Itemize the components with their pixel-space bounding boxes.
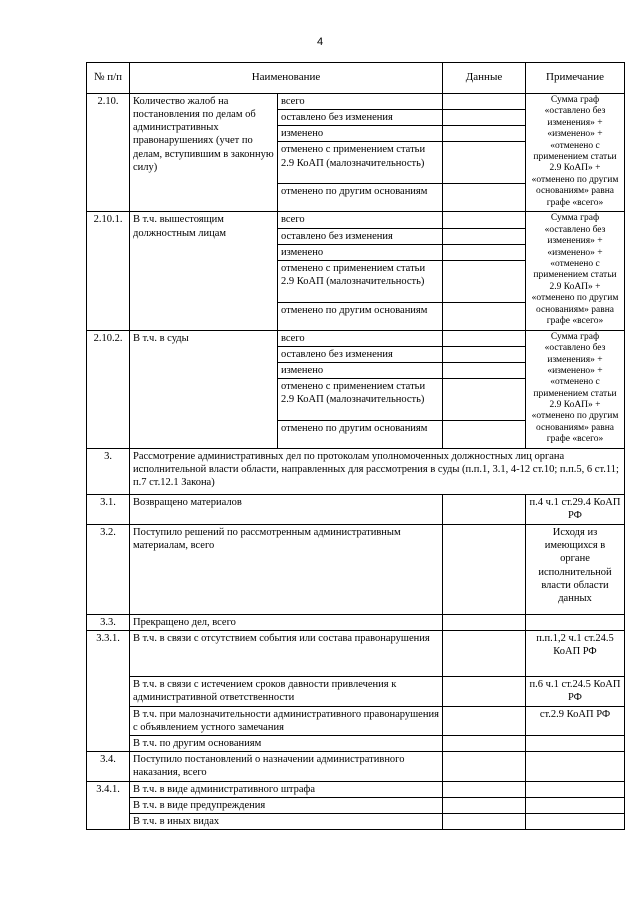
sub-label: оставлено без изменения [278, 228, 443, 244]
row-label: Прекращено дел, всего [130, 615, 443, 631]
data-cell[interactable] [443, 751, 526, 781]
table-row [87, 677, 625, 706]
data-cell[interactable] [443, 260, 526, 302]
sub-label: отменено с применением статьи 2.9 КоАП (малозначительность) [278, 260, 443, 302]
header-note: Примечание [526, 63, 625, 94]
data-cell[interactable] [443, 379, 526, 421]
sub-label: отменено по другим основаниям [278, 421, 443, 449]
sub-label: изменено [278, 244, 443, 260]
table-row [87, 751, 625, 781]
data-cell[interactable] [443, 525, 526, 615]
table-row [87, 814, 625, 830]
table-header-row [87, 63, 625, 94]
row-num: 2.10.1. [87, 212, 130, 330]
section-label: Рассмотрение административных дел по протоколам уполномоченных должностных лиц органа исполнительной власти области, направленных для рассмотрения в суды (п.п.1, 3.1, 4-12 ст.10; п.п.5, 6 ст.11; п.7 ст.12.1 Закона) [130, 449, 625, 495]
table-row [87, 781, 625, 797]
table-row [87, 495, 625, 525]
data-cell[interactable] [443, 94, 526, 110]
data-cell[interactable] [443, 706, 526, 735]
data-cell[interactable] [443, 631, 526, 677]
table-row [87, 330, 625, 346]
table-row [87, 735, 625, 751]
data-cell[interactable] [443, 330, 526, 346]
row-label: В т.ч. в суды [130, 330, 278, 448]
row-note: Сумма граф «оставлено без изменения» + «изменено» + «отменено с применением статьи 2.9 КоАП» + «отменено по другим основаниям» равна графе «всего» [526, 94, 625, 212]
data-cell[interactable] [443, 814, 526, 830]
sub-label: изменено [278, 126, 443, 142]
header-name: Наименование [130, 63, 443, 94]
data-cell[interactable] [443, 495, 526, 525]
header-num: № п/п [87, 63, 130, 94]
table-row [87, 706, 625, 735]
sub-label: отменено по другим основаниям [278, 184, 443, 212]
note-cell [526, 751, 625, 781]
data-cell[interactable] [443, 126, 526, 142]
table-row [87, 798, 625, 814]
data-cell[interactable] [443, 677, 526, 706]
row-note: ст.2.9 КоАП РФ [526, 706, 625, 735]
row-num: 3.4.1. [87, 781, 130, 829]
data-cell[interactable] [443, 184, 526, 212]
table-row [87, 631, 625, 677]
sub-label: отменено по другим основаниям [278, 302, 443, 330]
data-cell[interactable] [443, 798, 526, 814]
row-label: Поступило решений по рассмотренным административным материалам, всего [130, 525, 443, 615]
data-cell[interactable] [443, 363, 526, 379]
row-label: В т.ч. в виде предупреждения [130, 798, 443, 814]
sub-label: оставлено без изменения [278, 346, 443, 362]
row-num: 2.10.2. [87, 330, 130, 448]
row-label: В т.ч. в виде административного штрафа [130, 781, 443, 797]
sub-label: всего [278, 330, 443, 346]
data-cell[interactable] [443, 228, 526, 244]
sub-label: отменено с применением статьи 2.9 КоАП (малозначительность) [278, 379, 443, 421]
sub-label: всего [278, 94, 443, 110]
report-table [86, 62, 625, 830]
row-label: Количество жалоб на постановления по делам об административных правонарушениях (учет по делам, вступившим в законную силу) [130, 94, 278, 212]
note-cell [526, 798, 625, 814]
page-number: 4 [316, 36, 324, 48]
note-cell [526, 615, 625, 631]
data-cell[interactable] [443, 615, 526, 631]
row-num: 3.2. [87, 525, 130, 615]
data-cell[interactable] [443, 781, 526, 797]
note-cell [526, 781, 625, 797]
row-label: Поступило постановлений о назначении административного наказания, всего [130, 751, 443, 781]
row-note: Сумма граф «оставлено без изменения» + «изменено» + «отменено с применением статьи 2.9 КоАП» + «отменено по другим основаниям» равна графе «всего» [526, 212, 625, 330]
sub-label: изменено [278, 363, 443, 379]
row-num: 3.1. [87, 495, 130, 525]
row-label: В т.ч. при малозначительности административного правонарушения с объявлением устного замечания [130, 706, 443, 735]
sub-label: всего [278, 212, 443, 228]
row-label: Возвращено материалов [130, 495, 443, 525]
data-cell[interactable] [443, 302, 526, 330]
data-cell[interactable] [443, 244, 526, 260]
note-cell [526, 735, 625, 751]
data-cell[interactable] [443, 110, 526, 126]
row-label: В т.ч. в связи с отсутствием события или состава правонарушения [130, 631, 443, 677]
row-label: В т.ч. в иных видах [130, 814, 443, 830]
header-data: Данные [443, 63, 526, 94]
section-row [87, 449, 625, 495]
table-row [87, 94, 625, 110]
data-cell[interactable] [443, 735, 526, 751]
row-num: 3.3.1. [87, 631, 130, 752]
row-note: Исходя из имеющихся в органе исполнительной власти области данных [526, 525, 625, 615]
row-num: 2.10. [87, 94, 130, 212]
row-label: В т.ч. в связи с истечением сроков давности привлечения к административной ответственности [130, 677, 443, 706]
table-row [87, 615, 625, 631]
row-num: 3. [87, 449, 130, 495]
row-num: 3.3. [87, 615, 130, 631]
sub-label: оставлено без изменения [278, 110, 443, 126]
data-cell[interactable] [443, 212, 526, 228]
sub-label: отменено с применением статьи 2.9 КоАП (малозначительность) [278, 142, 443, 184]
row-label: В т.ч. вышестоящим должностным лицам [130, 212, 278, 330]
row-note: п.п.1,2 ч.1 ст.24.5 КоАП РФ [526, 631, 625, 677]
table-row [87, 212, 625, 228]
table-row [87, 525, 625, 615]
data-cell[interactable] [443, 142, 526, 184]
row-note: п.4 ч.1 ст.29.4 КоАП РФ [526, 495, 625, 525]
row-label: В т.ч. по другим основаниям [130, 735, 443, 751]
row-note: п.6 ч.1 ст.24.5 КоАП РФ [526, 677, 625, 706]
row-num: 3.4. [87, 751, 130, 781]
row-note: Сумма граф «оставлено без изменения» + «изменено» + «отменено с применением статьи 2.9 КоАП» + «отменено по другим основаниям» равна графе «всего» [526, 330, 625, 448]
data-cell[interactable] [443, 346, 526, 362]
note-cell [526, 814, 625, 830]
data-cell[interactable] [443, 421, 526, 449]
